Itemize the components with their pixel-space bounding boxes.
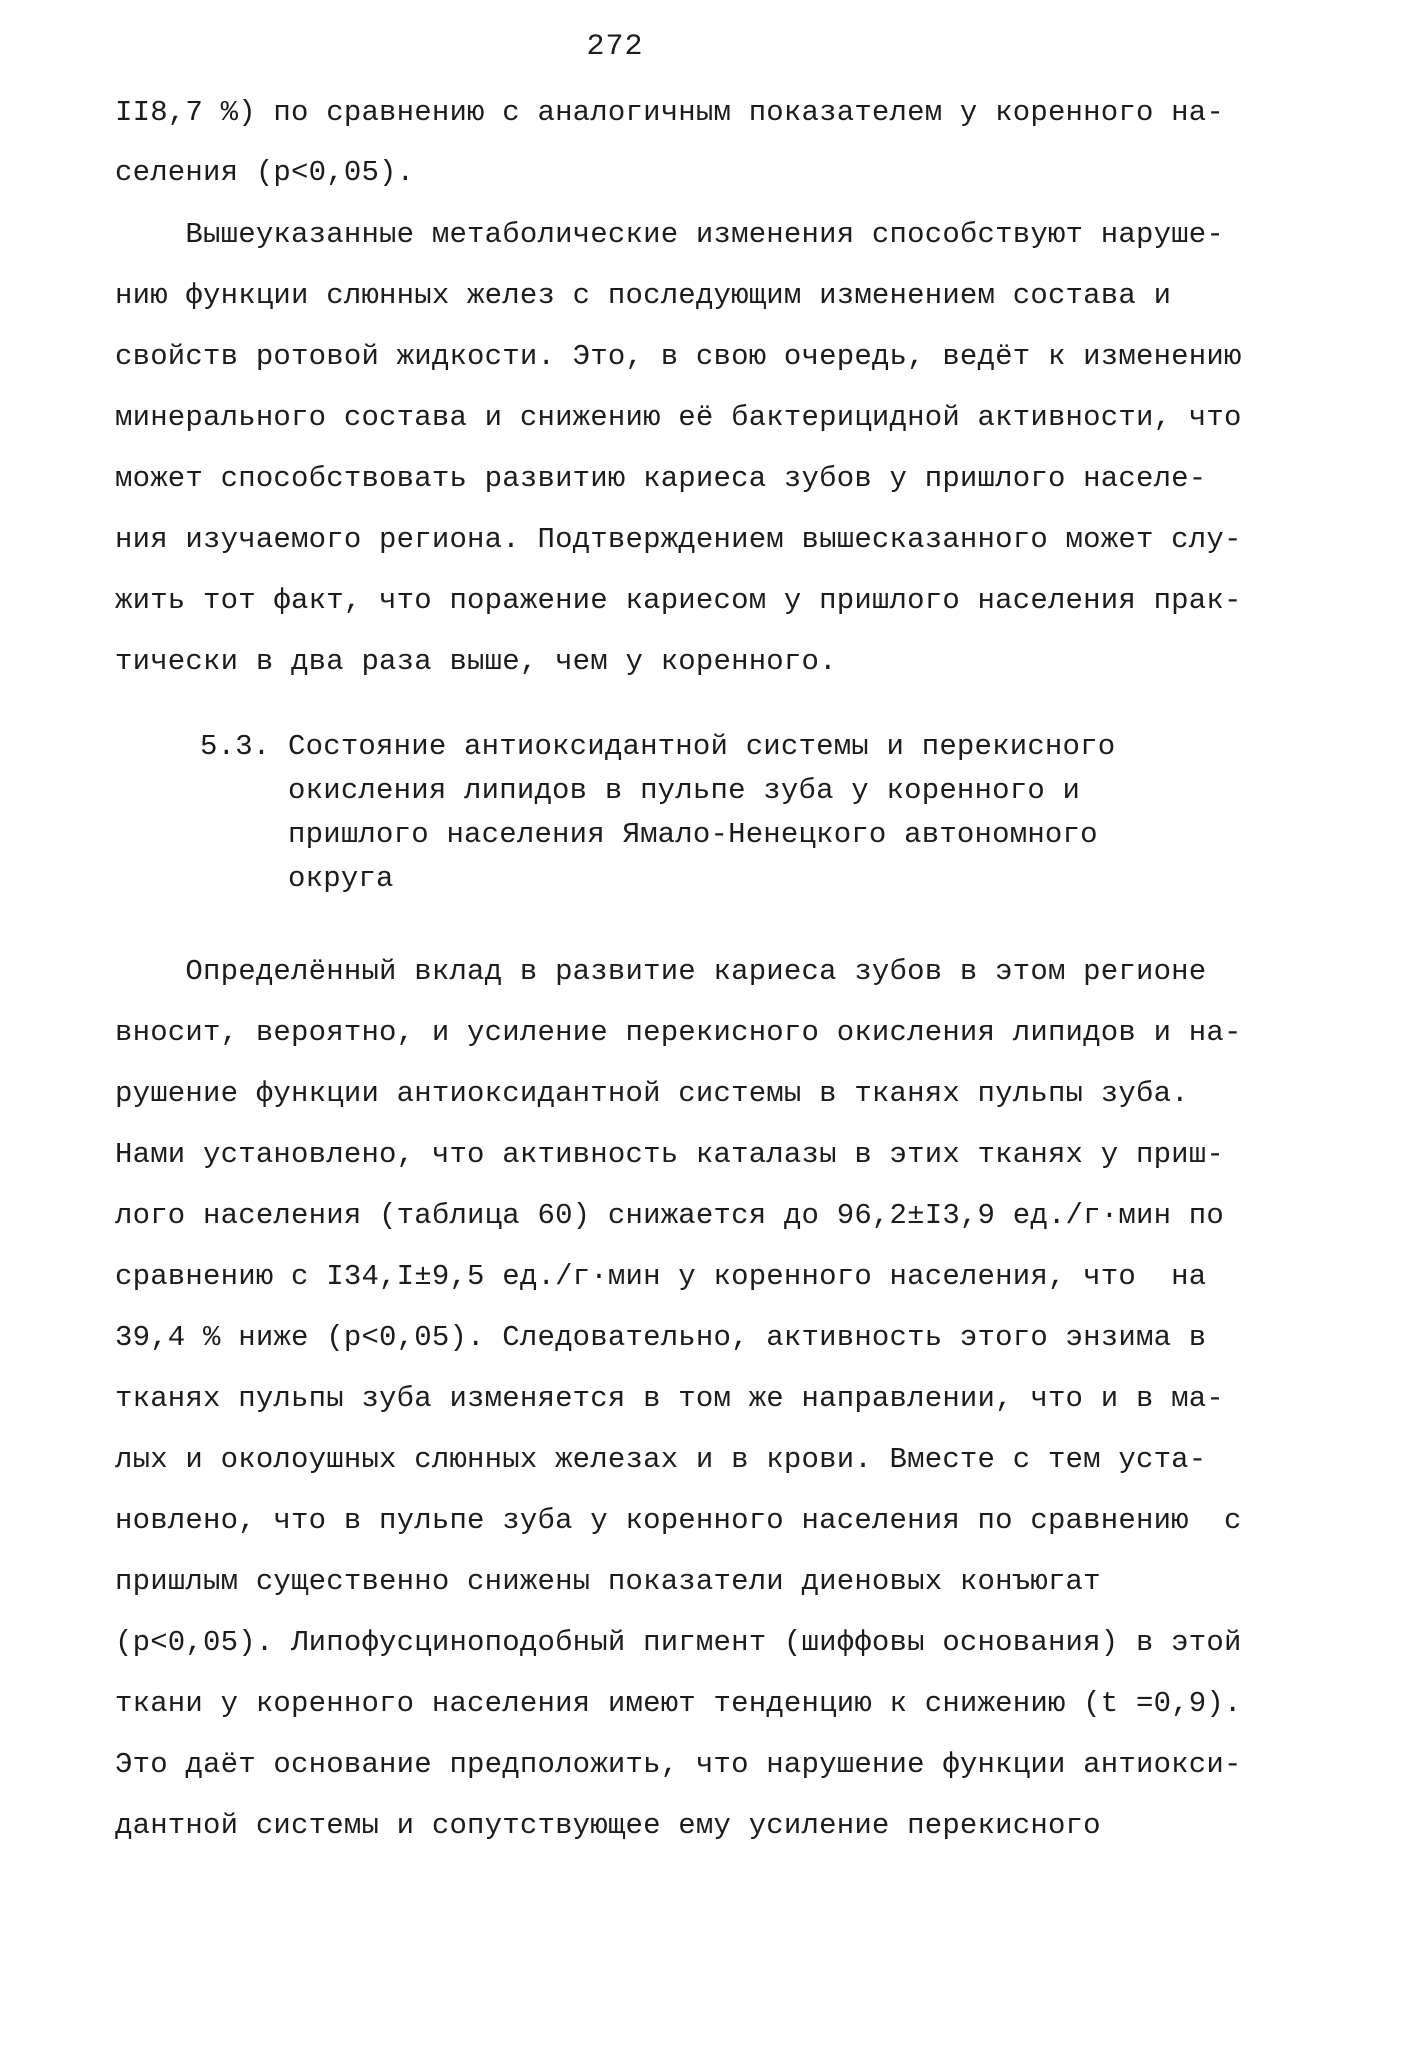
text-line: сравнению с I34,I±9,5 ед./г·мин у коренного населения, что на xyxy=(115,1260,1207,1293)
text-line: свойств ротовой жидкости. Это, в свою очередь, ведёт к изменению xyxy=(115,340,1242,373)
text-line: рушение функции антиоксидантной системы в тканях пульпы зуба. xyxy=(115,1077,1189,1110)
text-line: Вышеуказанные метаболические изменения способствуют наруше- xyxy=(115,218,1224,251)
text-line: Определённый вклад в развитие кариеса зубов в этом регионе xyxy=(115,955,1207,988)
text-line: (p<0,05). Липофусциноподобный пигмент (шиффовы основания) в этой xyxy=(115,1626,1242,1659)
text-line: II8,7 %) по сравнению с аналогичным показателем у коренного на- xyxy=(115,96,1224,129)
text-line: лого населения (таблица 60) снижается до 96,2±I3,9 ед./г·мин по xyxy=(115,1199,1224,1232)
text-line: лых и околоушных слюнных железах и в крови. Вместе с тем уста- xyxy=(115,1443,1207,1476)
page-number: 272 xyxy=(586,30,644,64)
text-line: тканях пульпы зуба изменяется в том же направлении, что и в ма- xyxy=(115,1382,1224,1415)
text-line: вносит, вероятно, и усиление перекисного окисления липидов и на- xyxy=(115,1016,1242,1049)
text-line: новлено, что в пульпе зуба у коренного населения по сравнению с xyxy=(115,1504,1242,1537)
heading-line: 5.3. Состояние антиоксидантной системы и перекисного xyxy=(200,730,1116,763)
heading-line: пришлого населения Ямало-Ненецкого автономного xyxy=(200,818,1098,851)
text-line: ния изучаемого региона. Подтверждением вышесказанного может слу- xyxy=(115,523,1242,556)
text-line: Это даёт основание предположить, что нарушение функции антиокси- xyxy=(115,1748,1242,1781)
text-line: Нами установлено, что активность каталазы в этих тканях у приш- xyxy=(115,1138,1224,1171)
text-line: нию функции слюнных желез с последующим изменением состава и xyxy=(115,279,1172,312)
heading-line: окисления липидов в пульпе зуба у коренного и xyxy=(200,774,1081,807)
text-line: тически в два раза выше, чем у коренного. xyxy=(115,645,837,678)
heading-line: округа xyxy=(200,862,394,895)
text-line: 39,4 % ниже (p<0,05). Следовательно, активность этого энзима в xyxy=(115,1321,1207,1354)
text-line: ткани у коренного населения имеют тенденцию к снижению (t =0,9). xyxy=(115,1687,1242,1720)
text-line: минерального состава и снижению её бактерицидной активности, что xyxy=(115,401,1242,434)
text-line: может способствовать развитию кариеса зубов у пришлого населе- xyxy=(115,462,1207,495)
text-line: пришлым существенно снижены показатели диеновых конъюгат xyxy=(115,1565,1101,1598)
text-line: дантной системы и сопутствующее ему усиление перекисного xyxy=(115,1809,1101,1842)
text-line: жить тот факт, что поражение кариесом у пришлого населения прак- xyxy=(115,584,1242,617)
text-line: селения (p<0,05). xyxy=(115,156,415,189)
